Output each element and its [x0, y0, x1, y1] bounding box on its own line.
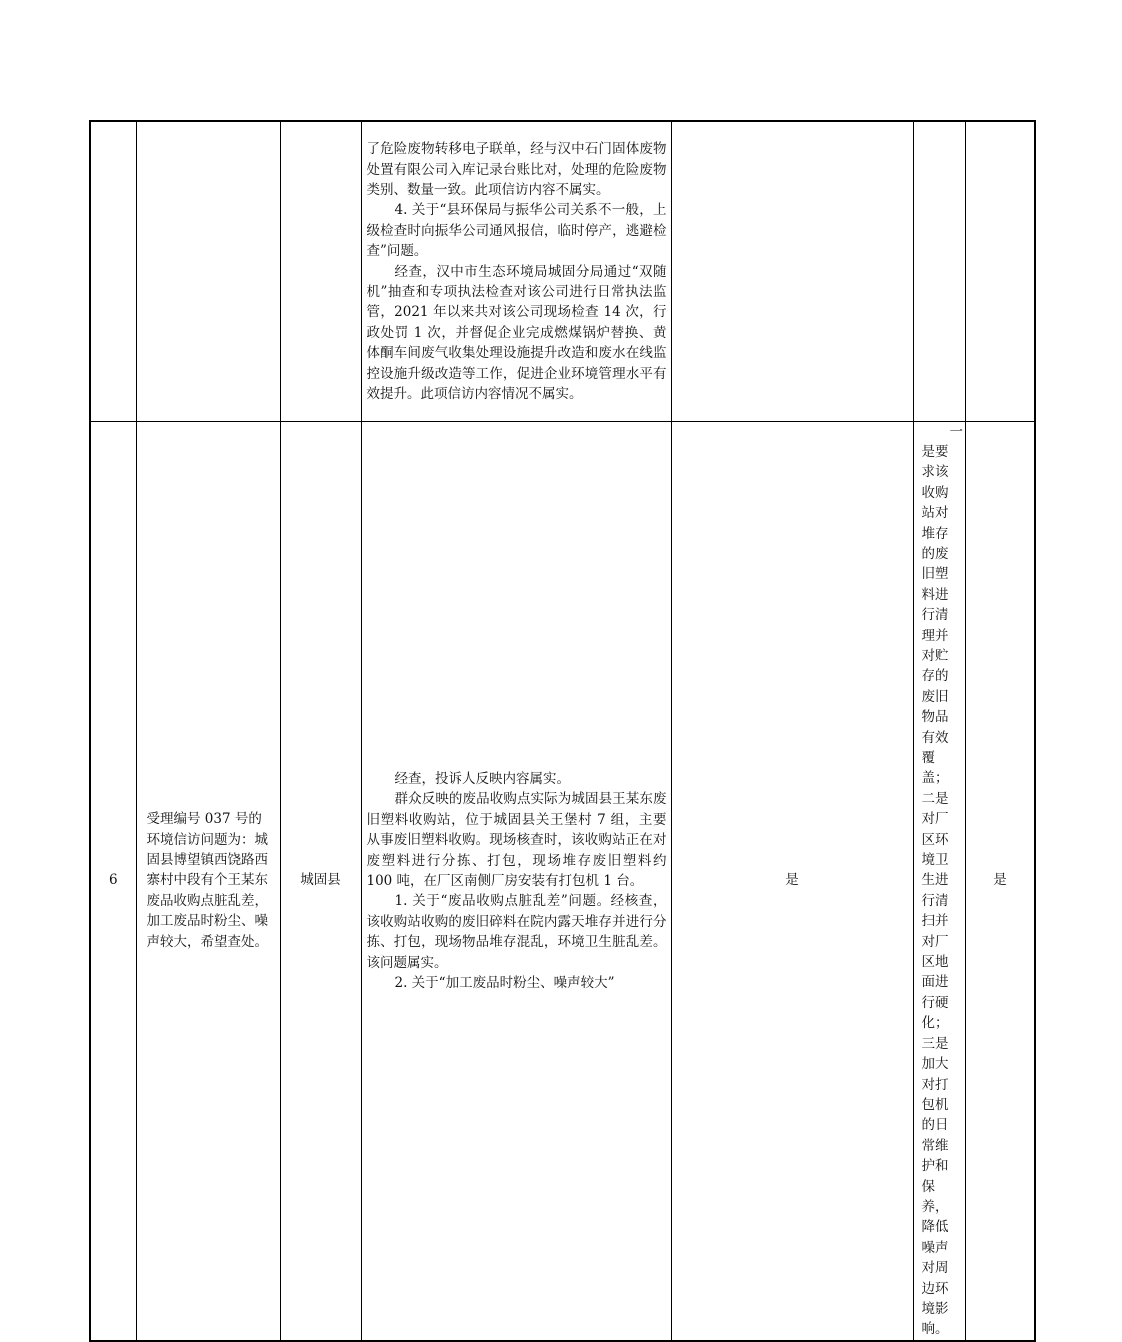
- table-row: [90, 421, 1035, 1341]
- rectified-cell: [965, 121, 1035, 421]
- investigation-cell: [361, 421, 671, 1341]
- investigation-paragraph: 4. 关于“县环保局与振华公司关系不一般，上级检查时向振华公司通风报信，临时停产，逃避检查”问题。: [366, 202, 667, 260]
- measures-cell: [913, 121, 965, 421]
- investigation-paragraph: 2. 关于“加工废品时粉尘、噪声较大”: [394, 974, 615, 991]
- verified-cell: [671, 121, 913, 421]
- investigation-paragraph: 群众反映的废品收购点实际为城固县王某东废旧塑料收购站，位于城固县关王堡村 7 组，主要从事废旧塑料收购。现场核查时，该收购站正在对废塑料进行分拣、打包，现场堆存废旧塑料约 100 吨，在厂区南侧厂房安装有打包机 1 台。: [366, 791, 667, 889]
- region-cell: 城固县: [280, 421, 361, 1341]
- measures-cell: 一是要求该收购站对堆存的废旧塑料进行清理并对贮存的废旧物品有效覆盖；二是对厂区环境卫生进行清扫并对厂区地面进行硬化；三是加大对打包机的日常维护和保养，降低噪声对周边环境影响。: [913, 421, 965, 1341]
- investigation-cell: [361, 121, 671, 421]
- report-table: [89, 120, 1036, 1342]
- investigation-paragraph: 了危险废物转移电子联单，经与汉中石门固体废物处置有限公司入库记录台账比对，处理的危险废物类别、数量一致。此项信访内容不属实。: [366, 141, 667, 198]
- rectified-cell: 是: [965, 421, 1035, 1341]
- investigation-paragraph: 经查，投诉人反映内容属实。: [394, 770, 570, 787]
- row-number-cell: [90, 121, 136, 421]
- row-number-cell: 6: [90, 421, 136, 1341]
- region-cell: [280, 121, 361, 421]
- investigation-paragraph: 经查，汉中市生态环境局城固分局通过“双随机”抽查和专项执法检查对该公司进行日常执法监管，2021 年以来共对该公司现场检查 14 次，行政处罚 1 次，并督促企业完成燃煤锅炉替换、黄体酮车间废气收集处理设施提升改造和废水在线监控设施升级改造等工作，促进企业环境管理水平有效提升。此项信访内容情况不属实。: [366, 263, 667, 402]
- investigation-paragraph: 1. 关于“废品收购点脏乱差”问题。经核查，该收购站收购的废旧碎料在院内露天堆存并进行分拣、打包，现场物品堆存混乱，环境卫生脏乱差。该问题属实。: [366, 893, 667, 971]
- issue-cell: [136, 121, 280, 421]
- issue-cell: 受理编号 037 号的环境信访问题为：城固县博望镇西饶路西寨村中段有个王某东废品收购点脏乱差，加工废品时粉尘、噪声较大，希望查处。: [136, 421, 280, 1341]
- table-row: [90, 121, 1035, 421]
- verified-cell: 是: [671, 421, 913, 1341]
